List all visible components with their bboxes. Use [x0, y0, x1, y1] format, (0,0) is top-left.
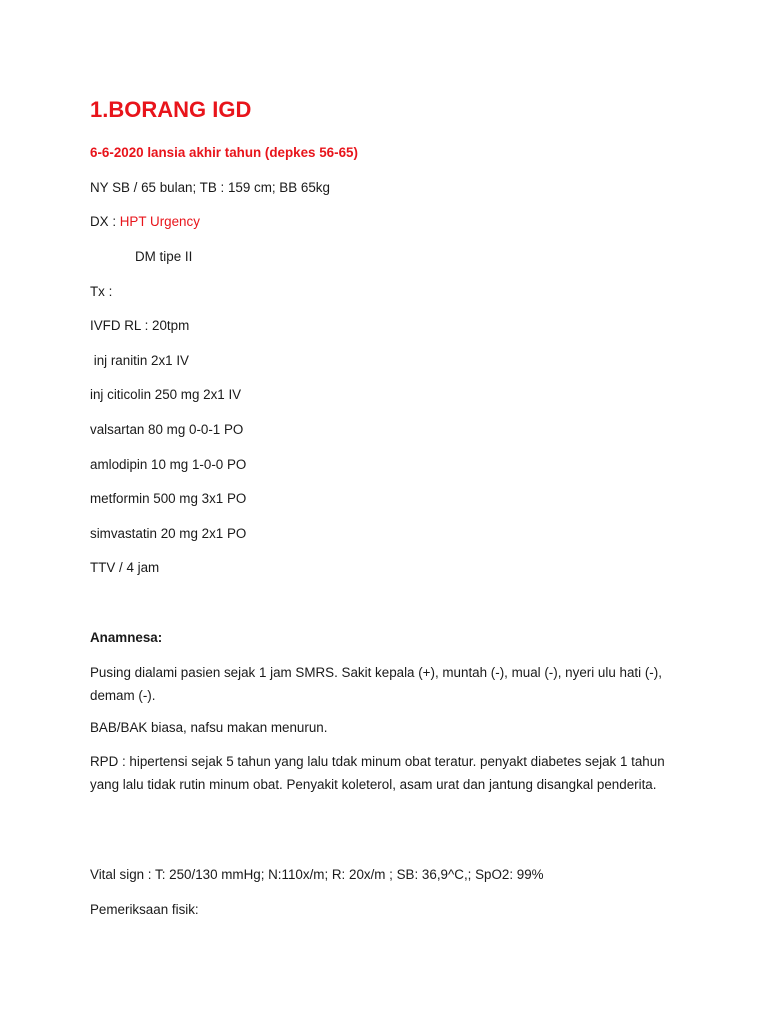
- therapy-item: amlodipin 10 mg 1-0-0 PO: [90, 457, 247, 472]
- therapy-item: valsartan 80 mg 0-0-1 PO: [90, 422, 244, 437]
- anamnesa-rpd: RPD : hipertensi sejak 5 tahun yang lalu tdak minum obat teratur. penyakt diabetes sejak 1 tahun yang lalu tidak rutin minum obat. Penyakit koleterol, asam urat dan jantung disangkal penderita.: [90, 754, 665, 792]
- diagnosis-line: [90, 214, 200, 230]
- document-title: 1.BORANG IGD: [90, 97, 252, 122]
- therapy-item: inj ranitin 2x1 IV: [90, 353, 189, 368]
- patient-info: NY SB / 65 bulan; TB : 159 cm; BB 65kg: [90, 180, 330, 195]
- diagnosis-label: DX :: [90, 214, 120, 229]
- diagnosis-primary: HPT Urgency: [119, 214, 200, 229]
- therapy-item: simvastatin 20 mg 2x1 PO: [90, 526, 247, 541]
- anamnesa-heading: Anamnesa:: [90, 630, 163, 645]
- therapy-item: metformin 500 mg 3x1 PO: [90, 491, 247, 506]
- vital-sign: Vital sign : T: 250/130 mmHg; N:110x/m; R: 20x/m ; SB: 36,9^C,; SpO2: 99%: [90, 867, 544, 882]
- date-line: 6-6-2020 lansia akhir tahun (depkes 56-65): [90, 145, 358, 160]
- pemeriksaan-fisik-heading: Pemeriksaan fisik:: [90, 902, 199, 917]
- anamnesa-complaint: Pusing dialami pasien sejak 1 jam SMRS. Sakit kepala (+), muntah (-), mual (-), nyeri ulu hati (-), demam (-).: [90, 665, 662, 703]
- therapy-item: TTV / 4 jam: [90, 560, 160, 575]
- therapy-label: Tx :: [90, 284, 113, 299]
- anamnesa-bab-bak: BAB/BAK biasa, nafsu makan menurun.: [90, 720, 328, 735]
- diagnosis-secondary: DM tipe II: [135, 249, 193, 264]
- therapy-item: IVFD RL : 20tpm: [90, 318, 190, 333]
- therapy-item: inj citicolin 250 mg 2x1 IV: [90, 387, 242, 402]
